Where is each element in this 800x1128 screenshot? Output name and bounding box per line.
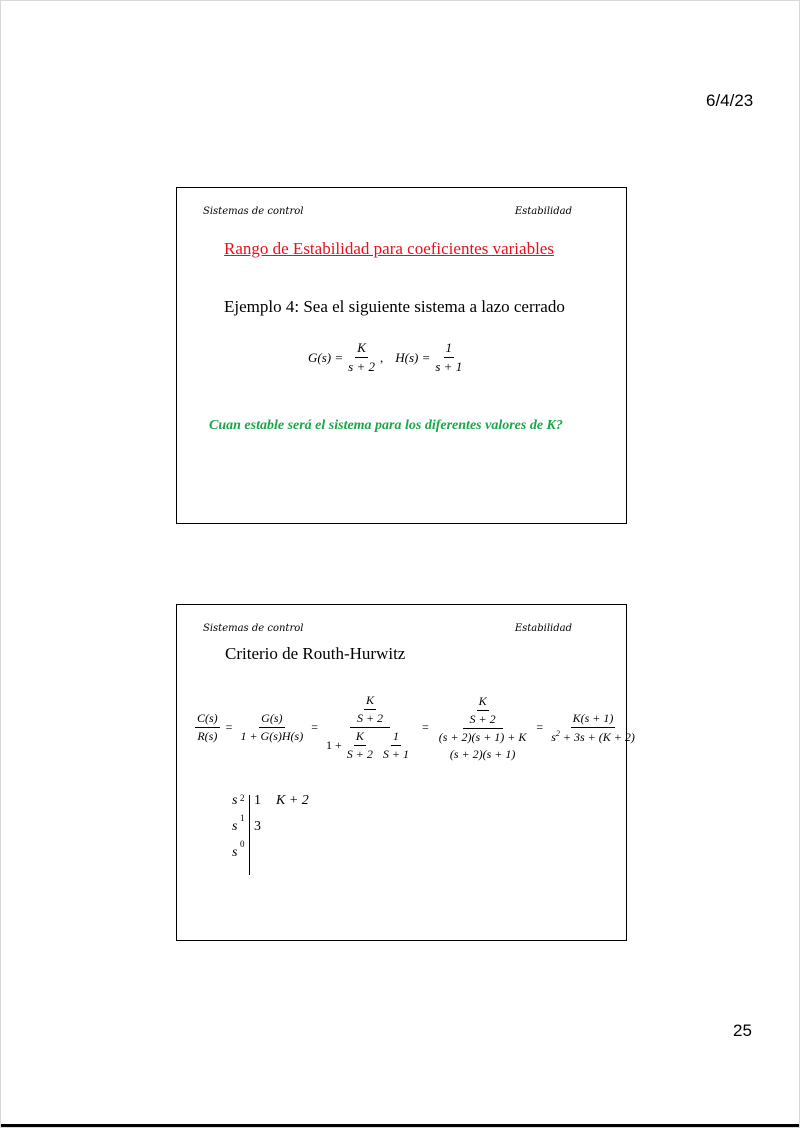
denominator: S + 2: [469, 711, 496, 726]
denominator: s + 1: [435, 359, 463, 374]
numerator: K(s + 1): [571, 711, 616, 728]
slide-title: Rango de Estabilidad para coeficientes variables: [224, 239, 554, 258]
compound-fraction: [435, 694, 531, 762]
row-exp: 0: [240, 839, 245, 849]
example-intro: Ejemplo 4: Sea el siguiente sistema a lazo cerrado: [224, 297, 565, 316]
denominator: (s + 2)(s + 1): [449, 746, 516, 761]
row-var: s: [232, 793, 238, 808]
exponent: 2: [555, 728, 560, 738]
closed-loop-equation: [192, 693, 640, 762]
slide-header-left: Sistemas de control: [203, 206, 304, 217]
g-lhs: G(s) =: [308, 349, 344, 365]
transfer-functions-equation: [308, 340, 467, 375]
row-col1: 1: [254, 793, 261, 808]
denominator: 1 + G(s)H(s): [240, 729, 304, 743]
denominator-rest: + 3s + (K + 2): [559, 729, 635, 744]
page-number: 25: [733, 1021, 752, 1040]
denominator-s: s: [551, 729, 556, 744]
slide-header-right: Estabilidad: [514, 206, 572, 217]
row-exp: 1: [240, 813, 245, 823]
denominator: R(s): [197, 729, 218, 743]
denominator: s + 2: [348, 359, 375, 374]
numerator: K: [354, 729, 366, 746]
equals: =: [225, 720, 233, 734]
slide-title: Criterio de Routh-Hurwitz: [225, 644, 406, 663]
compound-fraction: [324, 693, 416, 762]
row-col1: 3: [254, 819, 261, 834]
numerator: C(s): [195, 711, 220, 728]
equals: =: [536, 720, 544, 734]
h-lhs: H(s) =: [395, 349, 431, 365]
slide-header-right: Estabilidad: [514, 623, 572, 634]
numerator: K: [364, 693, 376, 710]
denominator: S + 2: [346, 747, 373, 761]
page-date: 6/4/23: [706, 91, 754, 110]
page-bottom-border: [1, 1124, 799, 1127]
numerator: K: [355, 340, 368, 358]
one-plus: 1 +: [326, 738, 342, 752]
numerator: K: [477, 694, 489, 711]
denominator: S + 2: [356, 711, 384, 725]
numerator: 1: [444, 340, 455, 358]
row-col1: [251, 845, 276, 871]
numerator: (s + 2)(s + 1) + K: [438, 729, 527, 744]
row-var: s: [232, 845, 238, 860]
g-fraction: [346, 340, 377, 375]
slide-header-left: Sistemas de control: [203, 623, 304, 634]
slide-1: [176, 187, 627, 524]
routh-table: [232, 793, 309, 871]
numerator: 1: [391, 729, 401, 746]
row-exp: 2: [240, 793, 245, 803]
equals: =: [422, 720, 429, 734]
h-fraction: [433, 340, 464, 375]
stability-question: Cuan estable será el sistema para los diferentes valores de K?: [209, 418, 563, 433]
row-col2: K + 2: [276, 793, 309, 808]
row-var: s: [232, 819, 238, 834]
equals: =: [311, 720, 318, 734]
numerator: G(s): [259, 711, 284, 728]
slide-2: [176, 604, 635, 941]
routh-row: [232, 839, 309, 871]
denominator: S + 1: [382, 747, 409, 761]
separator: ,: [379, 349, 384, 365]
